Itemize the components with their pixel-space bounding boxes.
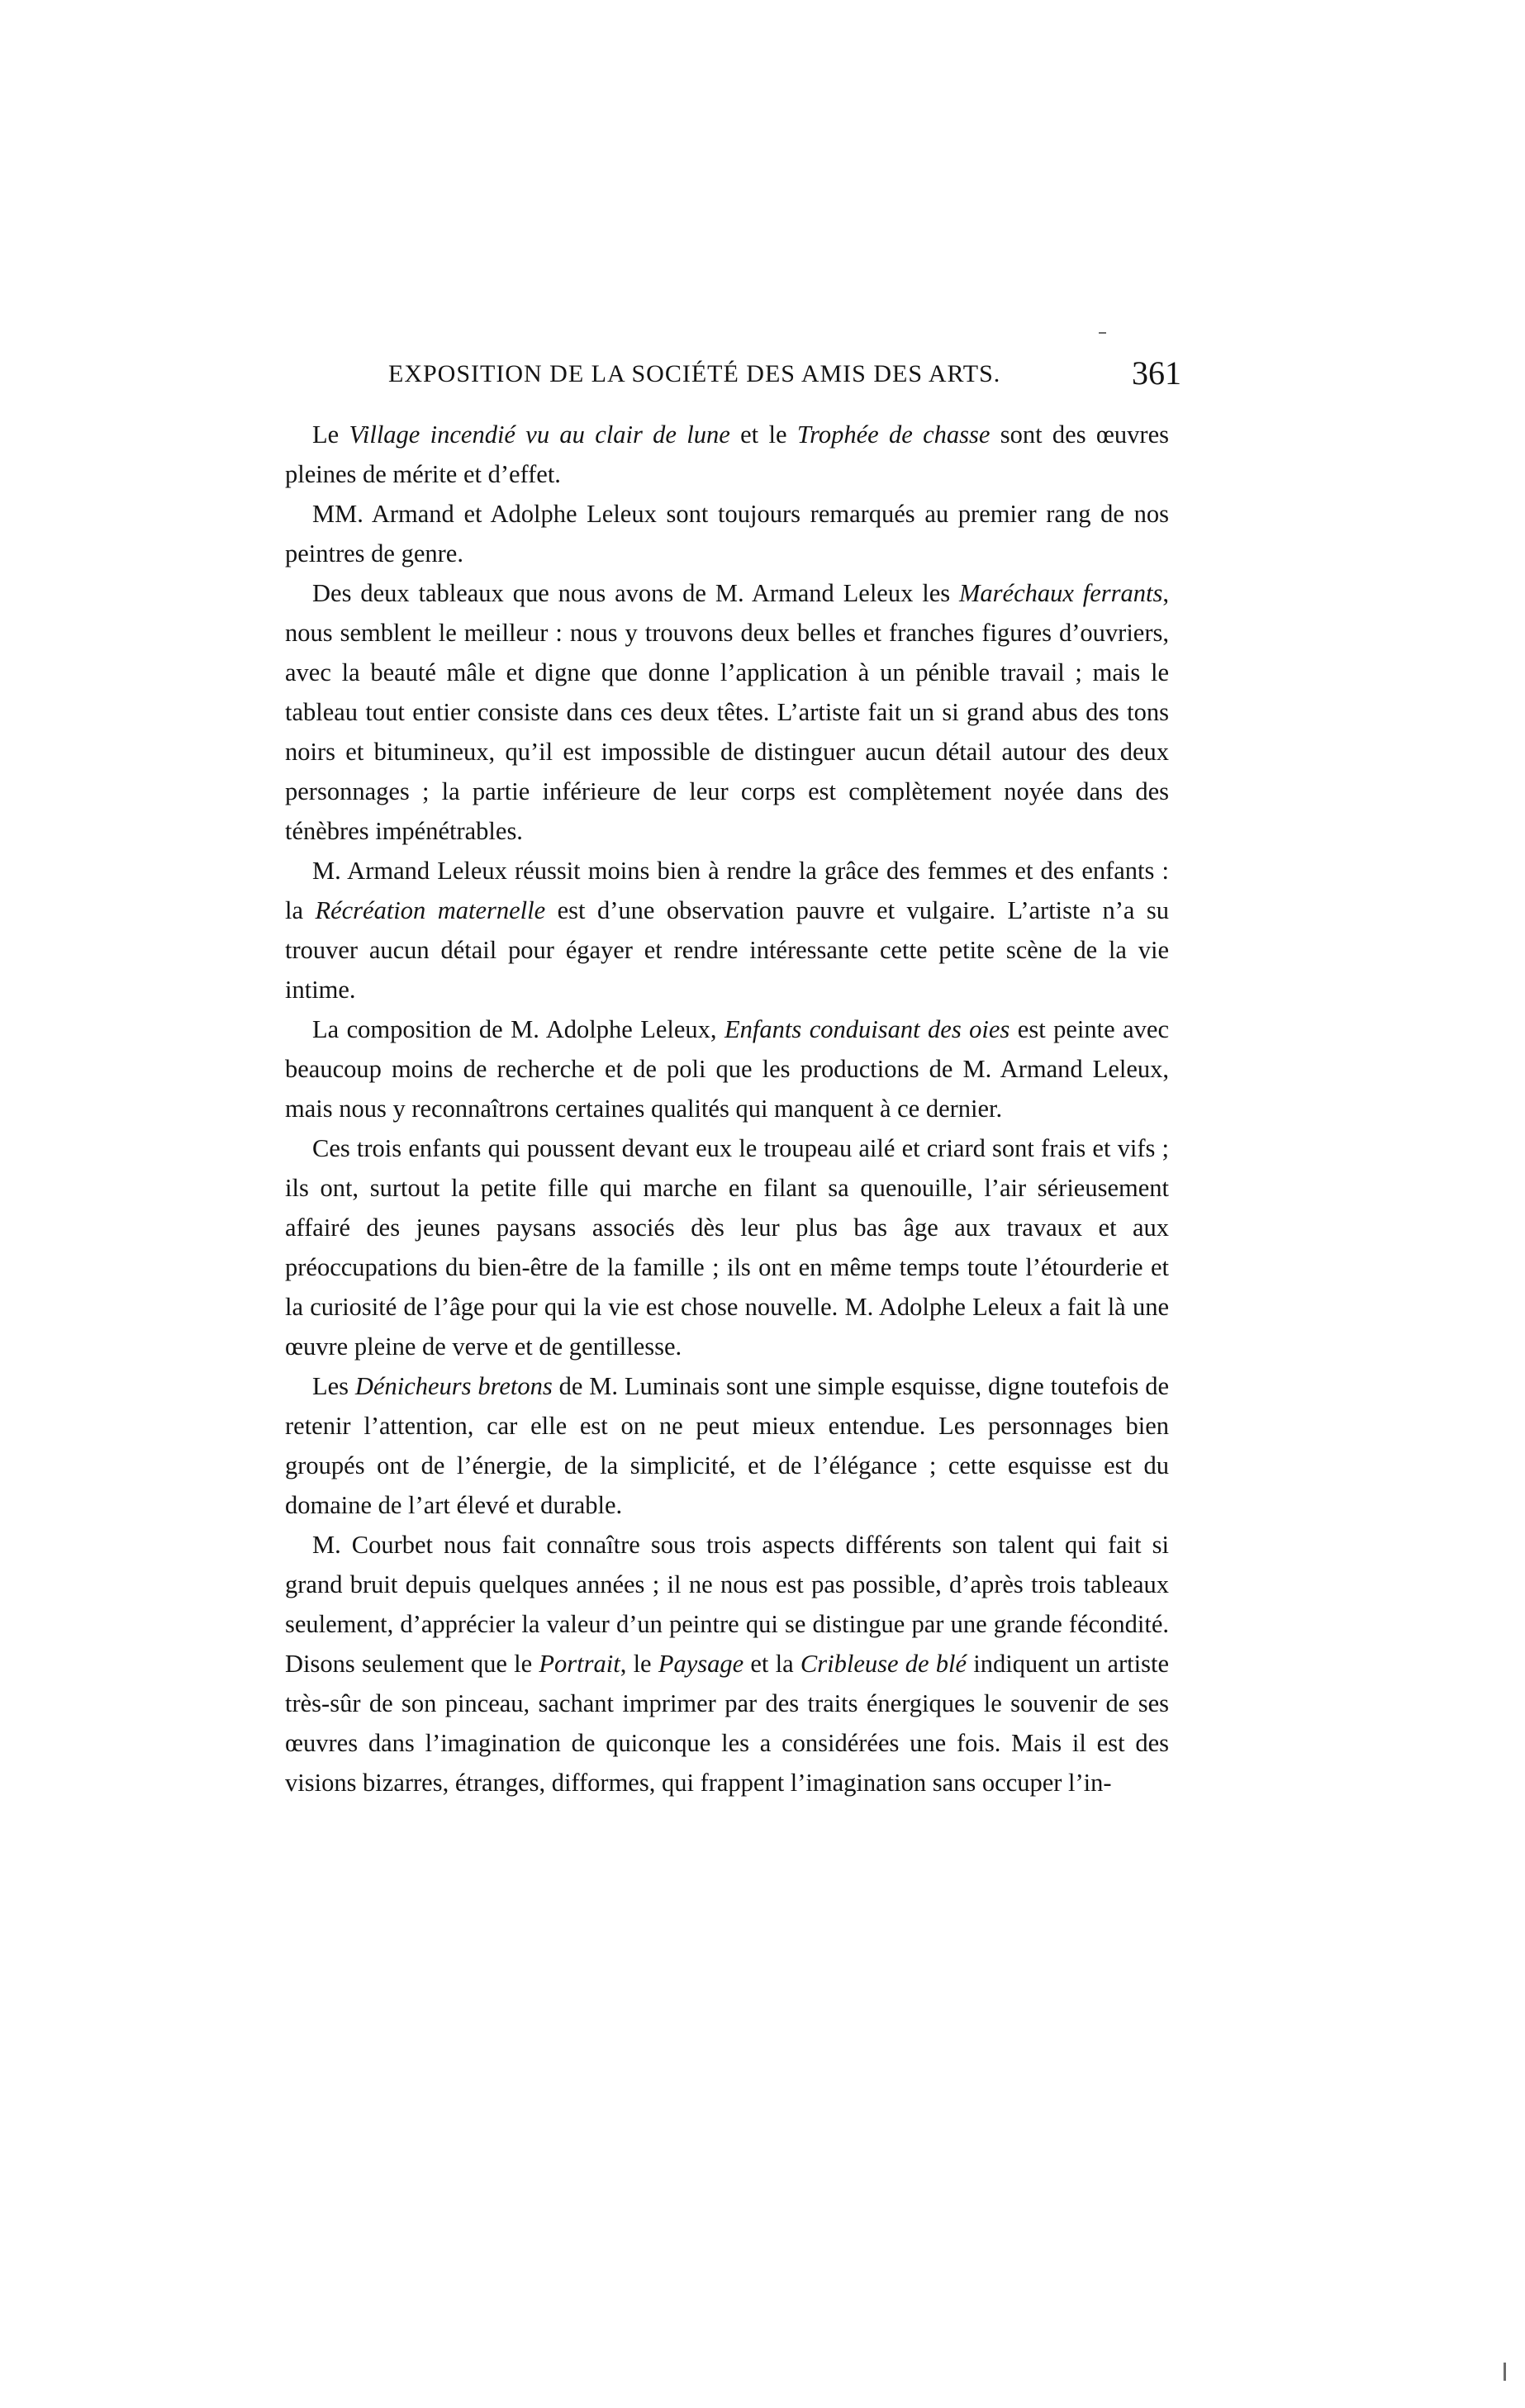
paragraph: Des deux tableaux que nous avons de M. Armand Leleux les Maréchaux ferrants, nous semblent le meilleur : nous y trouvons deux belles et franches figures d’ouvriers, avec la beauté mâle et digne que donne l’application à un pénible travail ; mais le tableau tout entier consiste dans ces deux têtes. L’artiste fait un si grand abus des tons noirs et bitumineux, qu’il est impossible de distinguer aucun détail autour des deux personnages ; la partie inférieure de leur corps est complètement noyée dans des ténèbres impénétrables.: [285, 579, 1169, 845]
paragraph: La composition de M. Adolphe Leleux, Enfants conduisant des oies est peinte avec beaucoup moins de recherche et de poli que les productions de M. Armand Leleux, mais nous y reconnaîtrons certaines qualités qui manquent à ce dernier.: [285, 1015, 1170, 1123]
paragraph: Les Dénicheurs bretons de M. Luminais sont une simple esquisse, digne toutefois de retenir l’attention, car elle est on ne peut mieux entendue. Les personnages bien groupés ont de l’énergie, de la simplicité, et de l’élégance ; cette esquisse est du domaine de l’art élevé et durable.: [285, 1372, 1169, 1519]
paragraph: M. Courbet nous fait connaître sous trois aspects différents son talent qui fait si grand bruit depuis quelques années ; il ne nous est pas possible, d’après trois tableaux seulement, d’apprécier la valeur d’un peintre qui se distingue par une grande fécondité. Disons seulement que le Portrait, le Paysage et la Cribleuse de blé indiquent un artiste très-sûr de son pinceau, sachant imprimer par des traits énergiques le souvenir de ses œuvres dans l’imagination de quiconque les a considérées une fois. Mais il est des visions bizarres, étranges, difformes, qui frappent l’imagination sans occuper l’in-: [285, 1531, 1169, 1797]
paragraph: Le Village incendié vu au clair de lune et le Trophée de chasse sont des œuvres pleines de mérite et d’effet.: [285, 420, 1169, 488]
page-number: 361: [1132, 354, 1181, 392]
paragraph: MM. Armand et Adolphe Leleux sont toujours remarqués au premier rang de nos peintres de genre.: [285, 500, 1169, 568]
paragraph: Ces trois enfants qui poussent devant eux le troupeau ailé et criard sont frais et vifs ; ils ont, surtout la petite fille qui marche en filant sa quenouille, l’air sérieusement affairé des jeunes paysans associés dès leur plus bas âge aux travaux et aux préoccupations du bien-être de la famille ; ils ont en même temps toute l’étourderie et la curiosité de l’âge pour qui la vie est chose nouvelle. M. Adolphe Leleux a fait là une œuvre pleine de verve et de gentillesse.: [285, 1134, 1169, 1361]
running-title: EXPOSITION DE LA SOCIÉTÉ DES AMIS DES ARTS.: [388, 360, 1001, 387]
scan-mark: [1099, 332, 1106, 334]
body-text: [285, 415, 1169, 1802]
scan-mark: [1504, 2363, 1506, 2381]
running-head: [388, 354, 1181, 403]
paragraph: M. Armand Leleux réussit moins bien à rendre la grâce des femmes et des enfants : la Récréation maternelle est d’une observation pauvre et vulgaire. L’artiste n’a su trouver aucun détail pour égayer et rendre intéressante cette petite scène de la vie intime.: [285, 857, 1169, 1004]
